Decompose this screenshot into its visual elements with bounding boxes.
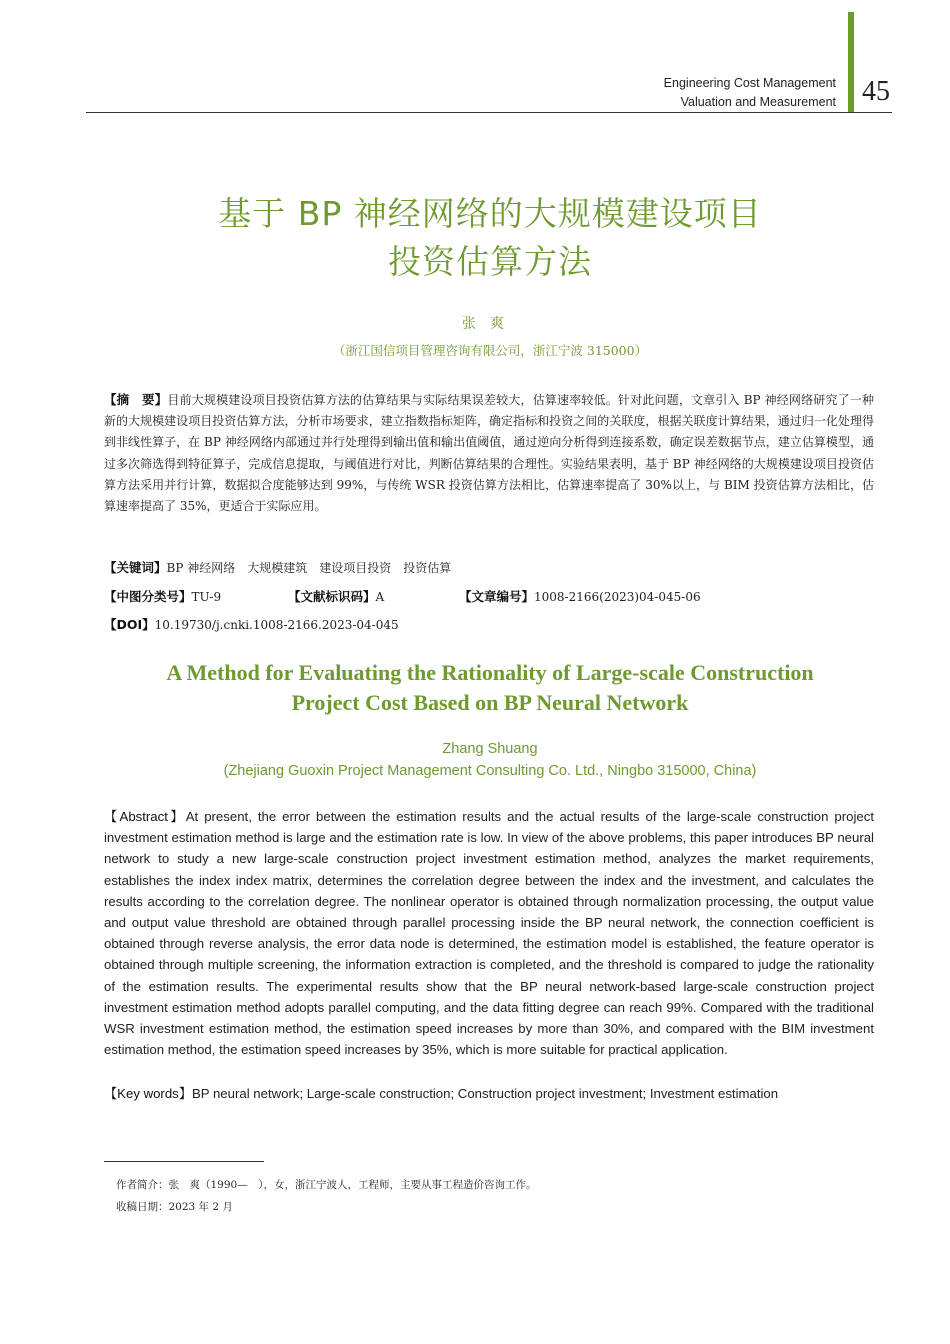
abstract-cn-label: 【摘 要】 <box>104 392 168 407</box>
affiliation-cn: （浙江国信项目管理咨询有限公司，浙江宁波 315000） <box>332 343 648 358</box>
affiliation-en: (Zhejiang Guoxin Project Management Consulting Co. Ltd., Ningbo 315000, China) <box>223 763 757 779</box>
header-rule <box>86 112 892 113</box>
keywords-cn-text: BP 神经网络 大规模建筑 建设项目投资 投资估算 <box>166 561 452 575</box>
section-name: Valuation and Measurement <box>680 95 836 109</box>
document-code <box>288 587 384 605</box>
article-no-label: 【文章编号】 <box>459 589 535 604</box>
clc-label: 【中图分类号】 <box>104 589 192 604</box>
title-cn-line2: 投资估算方法 <box>388 242 592 281</box>
header-accent-bar <box>848 12 854 112</box>
footnote-received-date: 收稿日期：2023 年 2 月 <box>116 1201 233 1213</box>
footnote-rule <box>104 1161 264 1162</box>
abstract-cn <box>104 389 874 517</box>
doc-code-value: A <box>375 590 385 604</box>
article-number <box>459 587 701 605</box>
doi <box>104 615 399 633</box>
abstract-en-label: 【Abstract】 <box>104 809 186 824</box>
keywords-en-text: BP neural network; Large-scale construction; Construction project investment; Investment estimation <box>191 1086 779 1101</box>
doc-code-label: 【文献标识码】 <box>288 589 376 604</box>
footnote-author-bio: 作者简介：张 爽（1990— ），女，浙江宁波人，工程师，主要从事工程造价咨询工作。 <box>116 1179 537 1191</box>
abstract-en <box>104 806 874 1060</box>
title-en-line2: Project Cost Based on BP Neural Network <box>291 690 689 715</box>
title-cn-line1: 基于 BP 神经网络的大规模建设项目 <box>218 194 762 233</box>
title-en-line1: A Method for Evaluating the Rationality of Large-scale Construction <box>166 660 814 685</box>
author-cn: 张爽 <box>462 316 518 332</box>
clc-number <box>104 587 221 605</box>
clc-value: TU-9 <box>191 590 222 604</box>
keywords-cn-label: 【关键词】 <box>104 560 167 575</box>
keywords-en <box>104 1083 778 1102</box>
doi-value: 10.19730/j.cnki.1008-2166.2023-04-045 <box>154 618 399 632</box>
article-no-value: 1008-2166(2023)04-045-06 <box>534 590 701 604</box>
author-en: Zhang Shuang <box>442 741 538 757</box>
abstract-cn-text: 目前大规模建设项目投资估算方法的估算结果与实际结果误差较大，估算速率较低。针对此问题，文章引入 BP 神经网络研究了一种新的大规模建设项目投资估算方法，分析市场要求，建立指数指标矩阵，确定指标和投资之间的关联度，根据关联度计算结果，通过归一化处理得到非线性算子，在 BP 神经网络内部通过并行处理得到输出值和输出值阈值，通过逆向分析得到连接系数，确定误差数据节点，建立估算模型，通过多次筛选得到特征算子，完成信息提取，与阈值进行对比，判断估算结果的合理性。实验结果表明，基于 BP 神经网络的大规模建设项目投资估算方法采用并行计算，数据拟合度能够达到 99%，与传统 WSR 投资估算方法相比，估算速率提高了 30%以上，与 BIM 投资估算方法相比，估算速率提高了 35%，更适合于实际应用。 <box>104 393 874 514</box>
keywords-en-label: 【Key words】 <box>104 1086 192 1101</box>
keywords-cn <box>104 558 451 576</box>
page-number: 45 <box>862 76 890 107</box>
journal-name: Engineering Cost Management <box>663 76 836 90</box>
doi-label: 【DOI】 <box>104 617 155 632</box>
abstract-en-text: At present, the error between the estimation results and the actual results of the large-scale construction project investment estimation method is large and the estimation rate is low. In view of the above problems, this paper introduces BP neural network to study a new large-scale construction project investment estimation method, analyzes the market requirements, establishes the index index matrix, determines the correlation degree between the index and the investment, and calculates the results according to the correlation degree. The nonlinear operator is obtained through normalization processing, the output value and output value threshold are obtained through parallel processing inside the BP neural network, the connection coefficient is obtained through reverse analysis, the error data node is determined, the estimation model is established, the feature operator is obtained through multiple screening, the information extraction is completed, and the threshold is compared to judge the rationality of the estimation results. The experimental results show that the BP neural network-based large-scale construction project investment estimation method adopts parallel computing, and the data fitting degree can reach 99%. Compared with the traditional WSR investment estimation method, the estimation speed increases by more than 30%, and compared with the BIM investment estimation method, the estimation speed increases by 35%, which is more suitable for practical application. <box>104 809 874 1058</box>
